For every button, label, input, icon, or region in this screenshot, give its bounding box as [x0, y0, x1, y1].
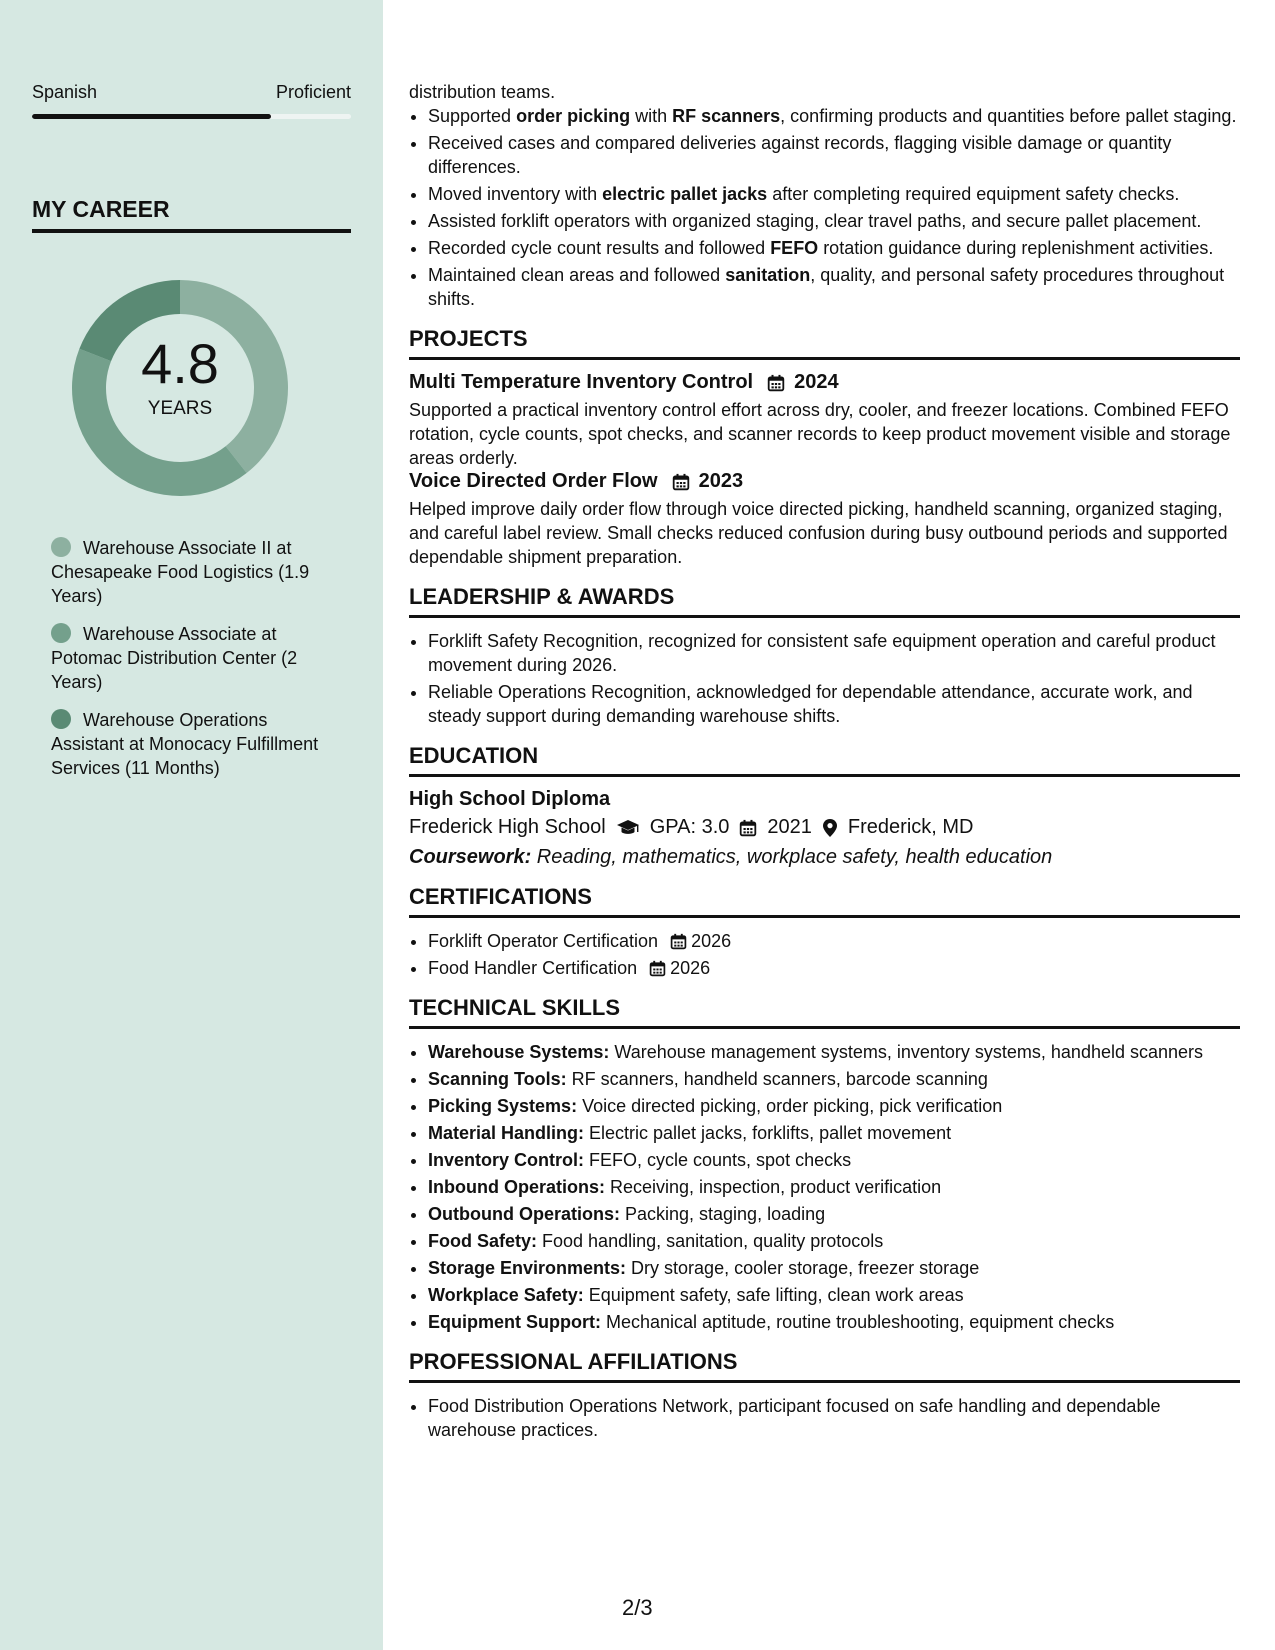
skill-item — [428, 1067, 1240, 1091]
education-gpa: GPA: 3.0 — [649, 816, 730, 838]
leadership-item: • Reliable Operations Recognition, acknowledged for dependable attendance, accurate work, and steady support during demanding warehouse shifts. — [428, 680, 1240, 728]
experience-item — [428, 263, 1240, 311]
career-donut-chart — [65, 273, 295, 503]
skill-item — [428, 1094, 1240, 1118]
experience-text: , confirming products and quantities before pallet staging. — [780, 106, 1237, 126]
project-title-row — [409, 371, 1240, 394]
skill-values: Warehouse management systems, inventory systems, handheld scanners — [609, 1042, 1204, 1062]
experience-text: Supported — [428, 106, 517, 126]
skill-item — [428, 1256, 1240, 1280]
skill-category: Material Handling: — [428, 1123, 585, 1143]
career-item-text: Warehouse Associate II at Chesapeake Food Logistics (1.9 Years) — [51, 538, 310, 606]
sidebar — [0, 0, 383, 1650]
leadership-list — [409, 629, 1240, 728]
experience-item — [428, 131, 1240, 179]
skill-values: Mechanical aptitude, routine troubleshooting, equipment checks — [600, 1312, 1115, 1332]
certification-name: • Forklift Operator Certification — [428, 931, 659, 951]
experience-keyword: RF scanners — [672, 106, 781, 126]
skills-heading: TECHNICAL SKILLS — [409, 995, 1240, 1029]
experience-text: , quality, and personal safety procedures throughout shifts. — [428, 265, 1225, 309]
calendar-icon — [672, 473, 690, 491]
skill-values: Dry storage, cooler storage, freezer storage — [626, 1258, 980, 1278]
career-legend-dot — [51, 537, 71, 557]
education-details — [409, 816, 1240, 839]
education-year: 2021 — [767, 816, 812, 838]
page-number: 2/3 — [622, 1595, 653, 1620]
calendar-icon — [739, 819, 757, 837]
skill-category: Storage Environments: — [428, 1258, 627, 1278]
experience-continuation: distribution teams. — [409, 82, 556, 102]
affiliation-item: • Food Distribution Operations Network, participant focused on safe handling and dependable warehouse practices. — [428, 1394, 1240, 1442]
skill-item — [428, 1148, 1240, 1172]
skill-category: Inventory Control: — [428, 1150, 584, 1170]
education-heading: EDUCATION — [409, 743, 1240, 777]
calendar-icon — [670, 933, 687, 950]
education-location: Frederick, MD — [847, 816, 974, 838]
certifications-heading: CERTIFICATIONS — [409, 884, 1240, 918]
career-item — [51, 708, 341, 780]
skill-item — [428, 1040, 1240, 1064]
coursework-text: Reading, mathematics, workplace safety, health education — [531, 846, 1053, 868]
education-coursework — [409, 846, 1240, 869]
career-legend-dot — [51, 623, 71, 643]
location-pin-icon — [822, 818, 838, 838]
skills-list — [409, 1040, 1240, 1334]
experience-text: rotation guidance during replenishment activities. — [818, 238, 1214, 258]
project-title: Multi Temperature Inventory Control — [409, 371, 754, 393]
education-school: Frederick High School — [409, 816, 606, 838]
experience-text: with — [630, 106, 673, 126]
skill-category: Scanning Tools: — [428, 1069, 567, 1089]
experience-item — [428, 104, 1240, 128]
certification-year: 2026 — [691, 931, 732, 951]
experience-keyword: FEFO — [770, 238, 819, 258]
language-proficiency-bar — [32, 114, 351, 119]
experience-text: Maintained clean areas and followed — [428, 265, 726, 285]
skill-category: Warehouse Systems: — [428, 1042, 610, 1062]
skill-values: Electric pallet jacks, forklifts, pallet movement — [584, 1123, 952, 1143]
experience-text: Recorded cycle count results and followed — [428, 238, 771, 258]
career-legend-dot — [51, 709, 71, 729]
affiliations-list — [409, 1394, 1240, 1442]
skill-category: Outbound Operations: — [428, 1204, 620, 1224]
skill-values: RF scanners, handheld scanners, barcode scanning — [566, 1069, 988, 1089]
skill-item — [428, 1175, 1240, 1199]
project — [409, 371, 1240, 470]
language-name: Spanish — [32, 82, 98, 102]
graduation-cap-icon — [616, 818, 640, 838]
calendar-icon — [767, 374, 785, 392]
experience-text: after completing required equipment safety checks. — [767, 184, 1180, 204]
career-item-text: Warehouse Associate at Potomac Distribution Center (2 Years) — [51, 624, 298, 692]
career-heading: MY CAREER — [32, 196, 351, 233]
skill-category: Equipment Support: — [428, 1312, 601, 1332]
experience-item — [428, 182, 1240, 206]
language-row — [32, 82, 351, 103]
skill-item — [428, 1310, 1240, 1334]
affiliations-heading: PROFESSIONAL AFFILIATIONS — [409, 1349, 1240, 1383]
skill-values: Equipment safety, safe lifting, clean work areas — [583, 1285, 964, 1305]
career-item — [51, 536, 341, 608]
certification-name: • Food Handler Certification — [428, 958, 638, 978]
education-degree: High School Diploma — [409, 788, 611, 810]
skill-item — [428, 1229, 1240, 1253]
experience-text: Moved inventory with — [428, 184, 603, 204]
experience-text: Assisted forklift operators with organized staging, clear travel paths, and secure pallet placement. — [428, 211, 1202, 231]
career-item — [51, 622, 341, 694]
skill-values: FEFO, cycle counts, spot checks — [584, 1150, 852, 1170]
project-title-row — [409, 470, 1240, 493]
skill-category: Workplace Safety: — [428, 1285, 584, 1305]
experience-keyword: order picking — [516, 106, 631, 126]
total-years-unit: YEARS — [147, 398, 213, 419]
project-description: Helped improve daily order flow through voice directed picking, handheld scanning, organized staging, and careful label review. Small checks reduced confusion during busy outbound periods and supported dependable shipment preparation. — [409, 499, 1228, 567]
skill-values: Voice directed picking, order picking, pick verification — [577, 1096, 1003, 1116]
career-list — [51, 536, 341, 794]
project-year: 2024 — [794, 371, 839, 393]
total-years-value: 4.8 — [141, 332, 219, 395]
project-description: Supported a practical inventory control effort across dry, cooler, and freezer locations. Combined FEFO rotation, cycle counts, spot checks, and scanner records to keep product movement visible and storage areas orderly. — [409, 400, 1231, 468]
skill-category: Inbound Operations: — [428, 1177, 605, 1197]
leadership-item: • Forklift Safety Recognition, recognized for consistent safe equipment operation and careful product movement during 2026. — [428, 629, 1240, 677]
certifications-list — [409, 929, 1240, 980]
career-item-text: Warehouse Operations Assistant at Monocacy Fulfillment Services (11 Months) — [51, 710, 319, 778]
skill-values: Food handling, sanitation, quality protocols — [537, 1231, 884, 1251]
project — [409, 470, 1240, 569]
skill-item — [428, 1283, 1240, 1307]
language-proficiency-fill — [32, 114, 271, 119]
certification-year: 2026 — [670, 958, 711, 978]
project-year: 2023 — [698, 470, 744, 492]
experience-text: Received cases and compared deliveries against records, flagging visible damage or quantity differences. — [428, 133, 1172, 177]
skill-category: Food Safety: — [428, 1231, 538, 1251]
projects-heading: PROJECTS — [409, 326, 1240, 360]
calendar-icon — [649, 960, 666, 977]
language-level: Proficient — [275, 82, 351, 102]
certification-item — [428, 929, 1240, 953]
experience-bullets — [409, 104, 1240, 311]
experience-keyword: sanitation — [725, 265, 811, 285]
leadership-heading: LEADERSHIP & AWARDS — [409, 584, 1240, 618]
project-title: Voice Directed Order Flow — [409, 470, 658, 492]
skill-item — [428, 1202, 1240, 1226]
certification-item — [428, 956, 1240, 980]
experience-item — [428, 209, 1240, 233]
experience-item — [428, 236, 1240, 260]
coursework-label: Coursework: — [409, 846, 532, 868]
main-content — [409, 80, 1240, 1445]
skill-values: Packing, staging, loading — [619, 1204, 826, 1224]
skill-category: Picking Systems: — [428, 1096, 578, 1116]
experience-keyword: electric pallet jacks — [602, 184, 768, 204]
skill-values: Receiving, inspection, product verification — [605, 1177, 942, 1197]
skill-item — [428, 1121, 1240, 1145]
